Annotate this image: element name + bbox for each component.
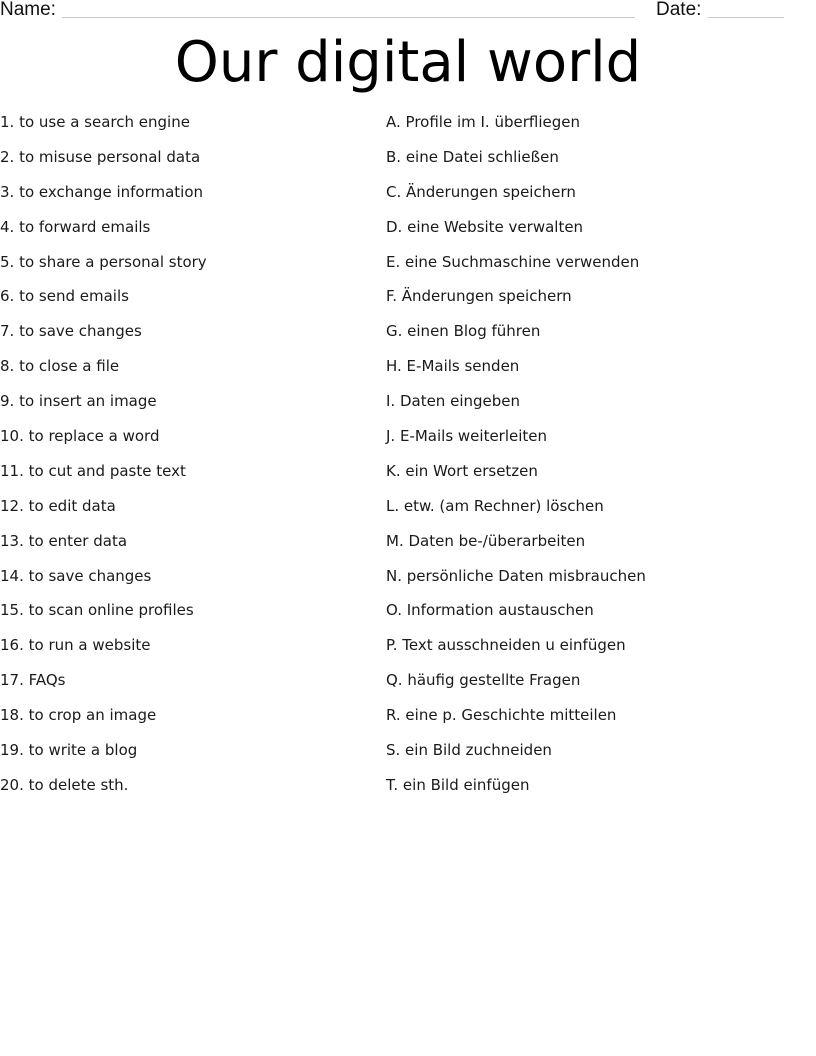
translation-item: L. etw. (am Rechner) löschen — [386, 496, 604, 515]
translation-item: S. ein Bild zuchneiden — [386, 741, 552, 760]
term-item: 11. to cut and paste text — [0, 461, 186, 480]
term-item: 9. to insert an image — [0, 392, 157, 411]
term-item: 20. to delete sth. — [0, 775, 129, 794]
term-item: 1. to use a search engine — [0, 113, 190, 131]
term-item: 2. to misuse personal data — [0, 147, 201, 166]
translation-item: P. Text ausschneiden u einfügen — [386, 636, 626, 655]
term-item: 3. to exchange information — [0, 182, 204, 201]
translation-item: M. Daten be-/überarbeiten — [386, 531, 586, 550]
term-item: 14. to save changes — [0, 566, 152, 585]
term-item: 16. to run a website — [0, 636, 151, 655]
translation-item: F. Änderungen speichern — [386, 287, 572, 306]
worksheet-header — [0, 0, 816, 24]
translation-item: C. Änderungen speichern — [386, 182, 576, 201]
translation-item: A. Profile im I. überfliegen — [386, 113, 580, 131]
page-title: Our digital world — [174, 30, 642, 95]
translation-item: R. eine p. Geschichte mitteilen — [386, 706, 617, 725]
translation-item: K. ein Wort ersetzen — [386, 461, 538, 480]
date-label: Date: — [656, 0, 702, 20]
translation-item: J. E-Mails weiterleiten — [386, 427, 548, 446]
translation-item: G. einen Blog führen — [386, 322, 541, 341]
term-item: 7. to save changes — [0, 322, 142, 341]
term-item: 18. to crop an image — [0, 706, 157, 725]
translation-item: H. E-Mails senden — [386, 357, 520, 376]
translation-item: I. Daten eingeben — [386, 392, 520, 411]
term-item: 15. to scan online profiles — [0, 601, 194, 620]
term-item: 12. to edit data — [0, 496, 116, 515]
translation-item: B. eine Datei schließen — [386, 147, 559, 166]
term-item: 6. to send emails — [0, 287, 129, 306]
date-blank-line[interactable] — [708, 17, 784, 18]
translation-item: Q. häufig gestellte Fragen — [386, 671, 581, 690]
term-item: 19. to write a blog — [0, 741, 138, 760]
translation-item: O. Information austauschen — [386, 601, 594, 620]
german-translations-list — [386, 107, 806, 805]
term-item: 17. FAQs — [0, 671, 66, 690]
name-blank-line[interactable] — [62, 17, 635, 18]
term-item: 8. to close a file — [0, 357, 120, 376]
translation-item: T. ein Bild einfügen — [386, 775, 530, 794]
name-label: Name: — [0, 0, 56, 20]
term-item: 5. to share a personal story — [0, 252, 207, 271]
translation-item: N. persönliche Daten misbrauchen — [386, 566, 646, 585]
translation-item: E. eine Suchmaschine verwenden — [386, 252, 640, 271]
translation-item: D. eine Website verwalten — [386, 217, 584, 236]
term-item: 13. to enter data — [0, 531, 128, 550]
english-terms-list — [0, 107, 380, 805]
term-item: 10. to replace a word — [0, 427, 160, 446]
term-item: 4. to forward emails — [0, 217, 151, 236]
